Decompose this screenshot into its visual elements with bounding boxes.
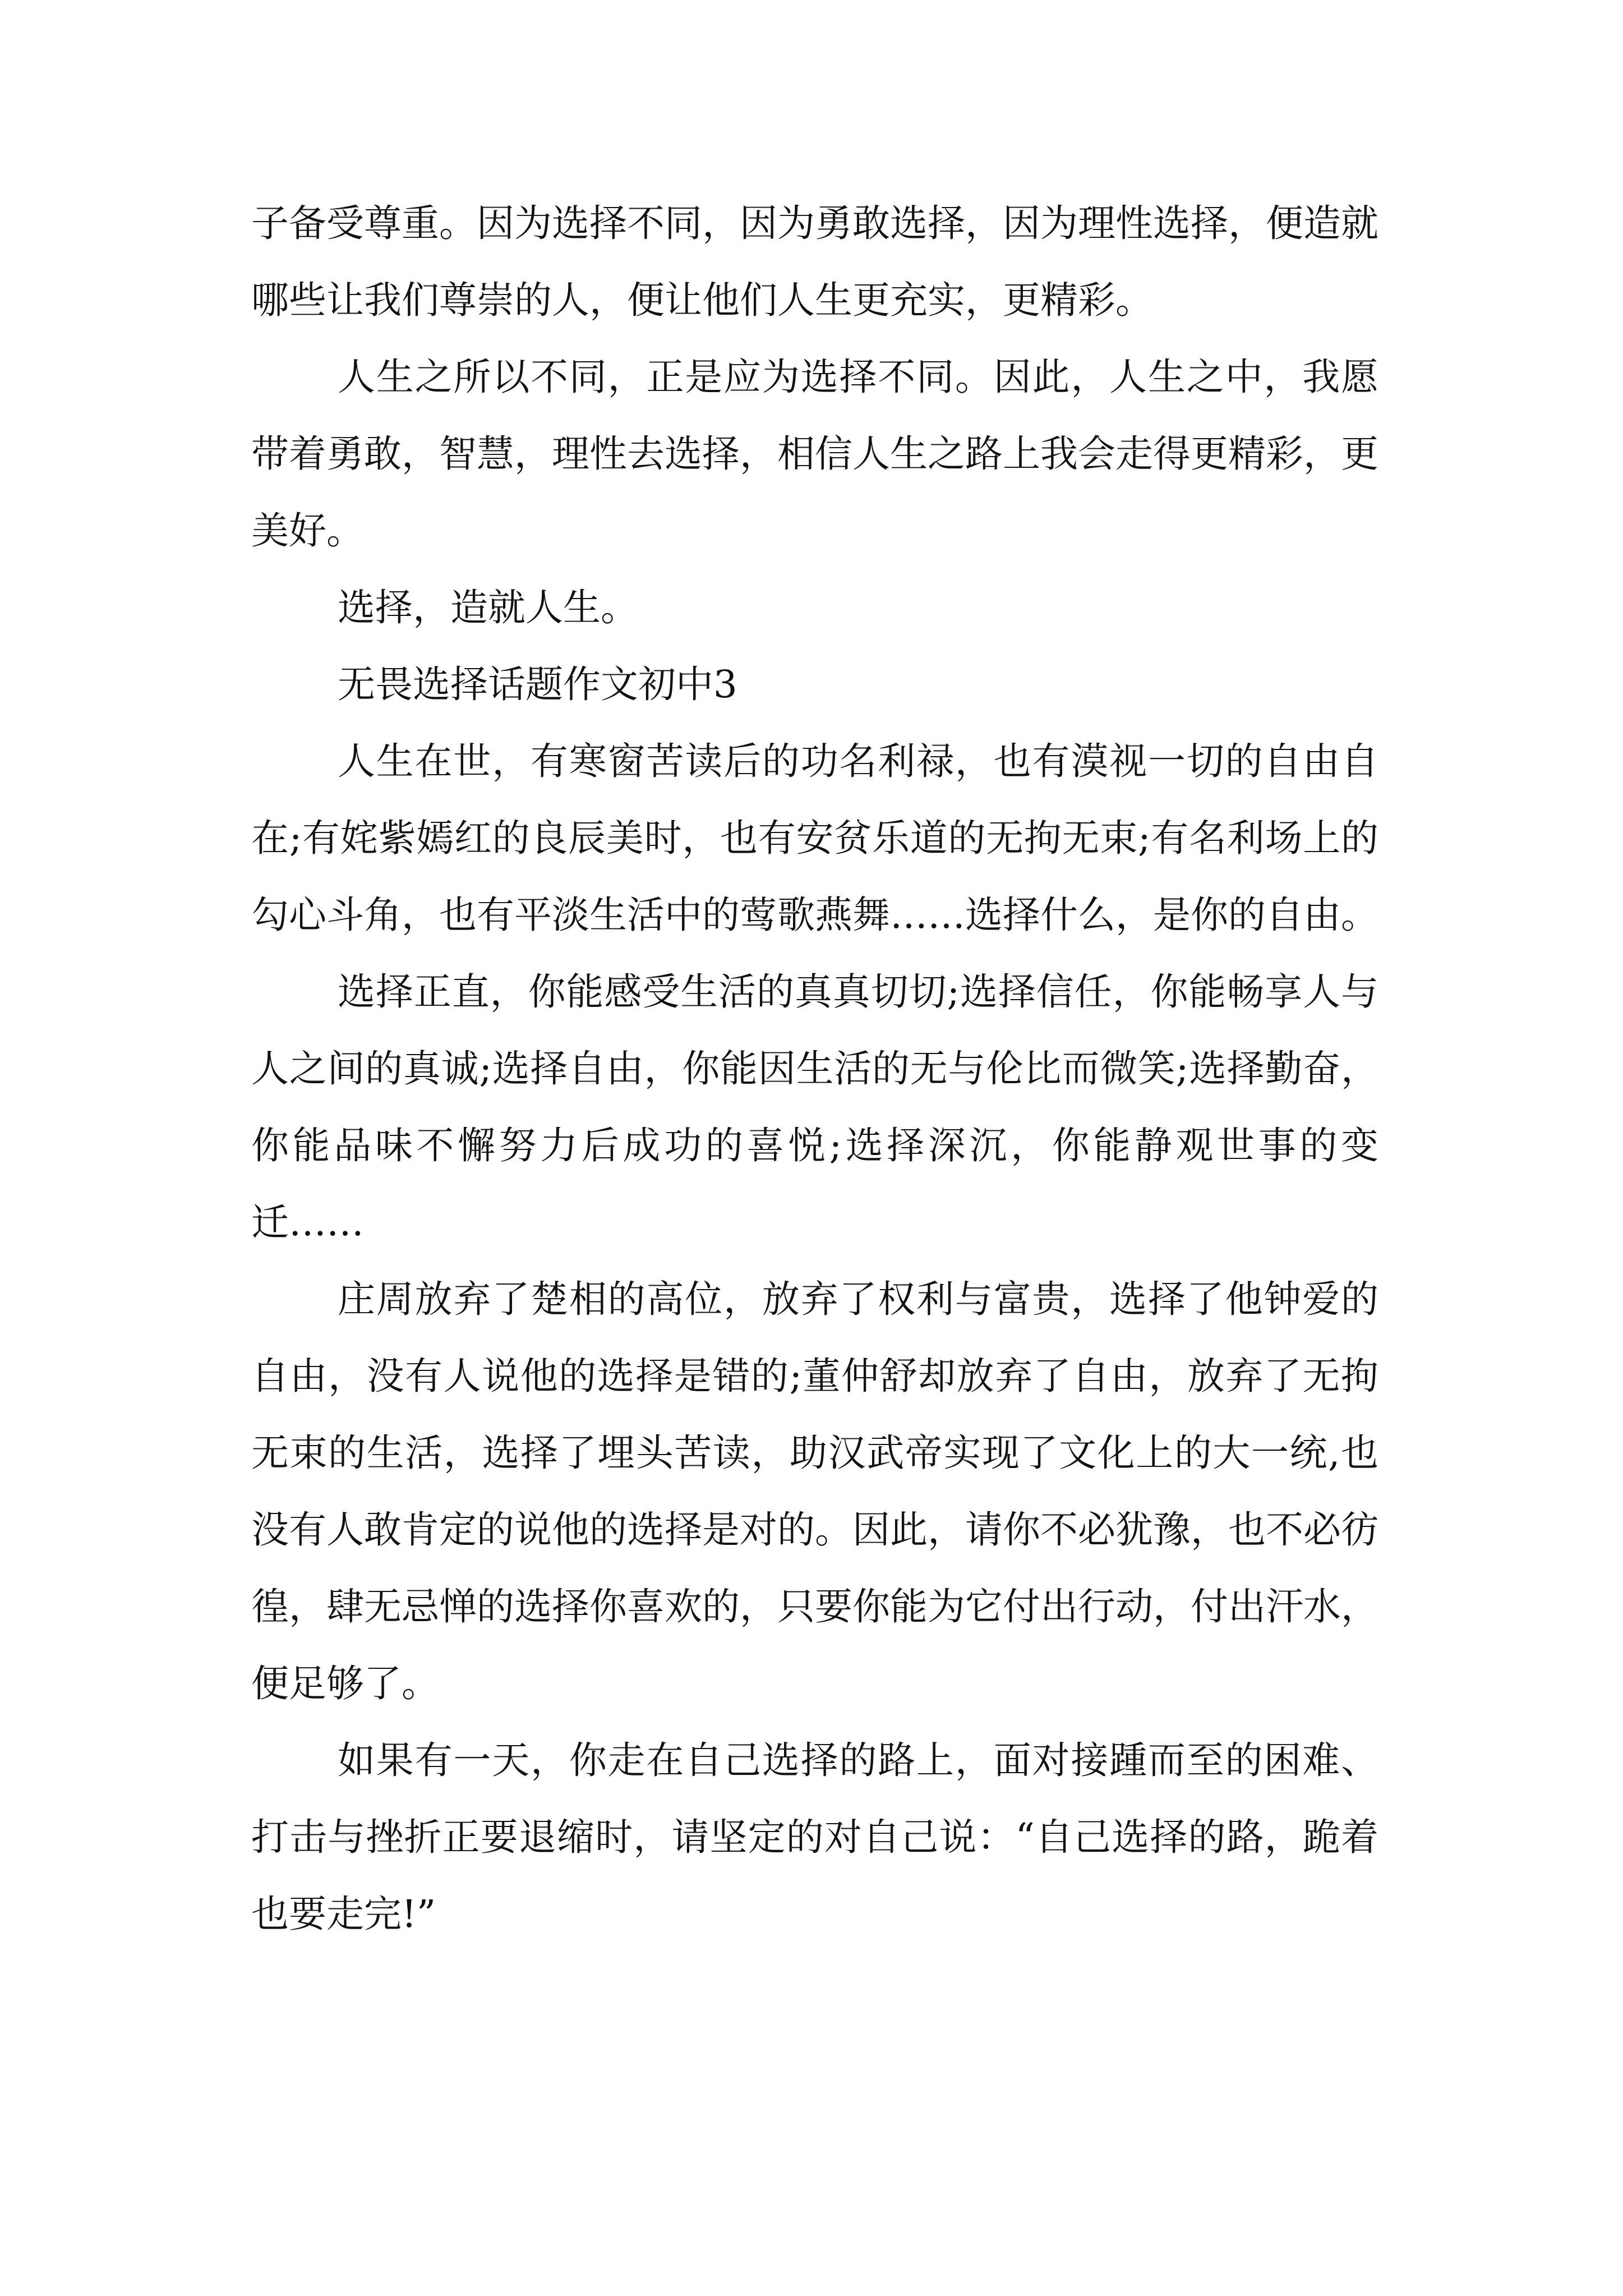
paragraph: 人生在世，有寒窗苦读后的功名利禄，也有漠视一切的自由自在;有姹紫嫣红的良辰美时，也有安贫乐道的无拘无束;有名利场上的勾心斗角，也有平淡生活中的莺歌燕舞……选择什么，是你的自由。 — [251, 739, 1378, 937]
paragraph: 人生之所以不同，正是应为选择不同。因此，人生之中，我愿带着勇敢，智慧，理性去选择，相信人生之路上我会走得更精彩，更美好。 — [251, 355, 1378, 553]
section-heading: 无畏选择话题作文初中3 — [338, 662, 737, 706]
paragraph: 庄周放弃了楚相的高位，放弃了权利与富贵，选择了他钟爱的自由，没有人说他的选择是错的;董仲舒却放弃了自由，放弃了无拘无束的生活，选择了埋头苦读，助汉武帝实现了文化上的大一统,也没有人敢肯定的说他的选择是对的。因此，请你不必犹豫，也不必彷徨，肆无忌惮的选择你喜欢的，只要你能为它付出行动，付出汗水，便足够了。 — [251, 1277, 1378, 1705]
document-body — [251, 185, 1378, 1953]
paragraph: 如果有一天，你走在自己选择的路上，面对接踵而至的困难、打击与挫折正要退缩时，请坚定的对自己说：“自己选择的路，跪着也要走完!” — [251, 1738, 1378, 1936]
paragraph: 选择正直，你能感受生活的真真切切;选择信任，你能畅享人与人之间的真诚;选择自由，你能因生活的无与伦比而微笑;选择勤奋，你能品味不懈努力后成功的喜悦;选择深沉，你能静观世事的变迁…… — [251, 970, 1378, 1244]
paragraph: 选择，造就人生。 — [338, 586, 638, 629]
paragraph-continuation: 子备受尊重。因为选择不同，因为勇敢选择，因为理性选择，便造就哪些让我们尊崇的人，便让他们人生更充实，更精彩。 — [251, 201, 1378, 322]
